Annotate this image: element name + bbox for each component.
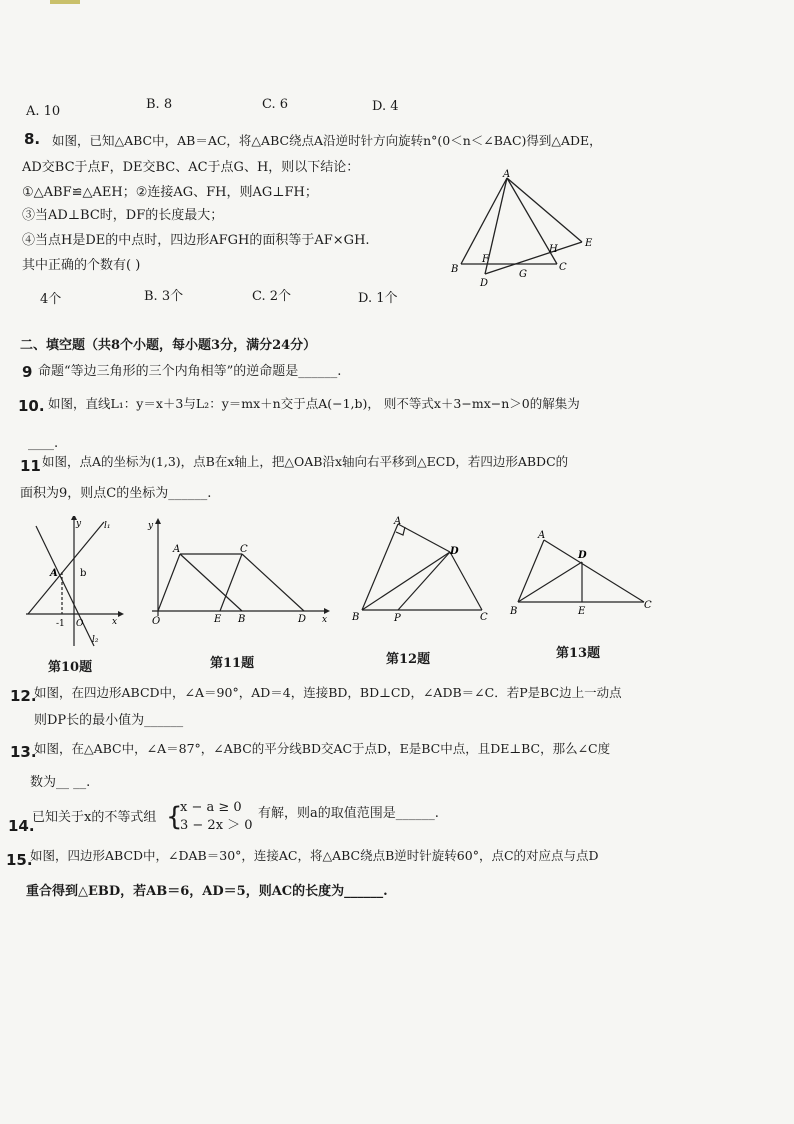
fig11-caption: 第11题 xyxy=(210,656,255,671)
fig13-seg-ac xyxy=(544,540,644,602)
q10-number: 10. xyxy=(18,397,45,415)
q8-number: 8. xyxy=(24,130,41,148)
fig11-label-b: B xyxy=(238,614,246,625)
q7-option-d: D. 4 xyxy=(372,99,399,114)
fig13-caption: 第13题 xyxy=(556,646,601,661)
q7-option-c: C. 6 xyxy=(262,97,289,112)
q15-number: 15. xyxy=(6,851,33,869)
q8-label-e: E xyxy=(585,238,593,249)
q14-ineq2: 3 − 2x ＞ 0 xyxy=(180,818,253,833)
q14-brace: { xyxy=(166,802,183,832)
q8-label-g: G xyxy=(519,269,527,280)
fig11-seg-ec xyxy=(220,554,242,611)
section2-title: 二、填空题（共8个小题，每小题3分，满分24分） xyxy=(20,338,317,353)
fig13-label-e: E xyxy=(578,606,586,617)
fig10-label-x: x xyxy=(112,617,118,627)
fig13 xyxy=(506,526,656,621)
fig12-seg-dc xyxy=(450,552,482,610)
q8-label-c: C xyxy=(559,262,567,273)
q8-label-d: D xyxy=(480,278,489,289)
fig12-seg-ab xyxy=(362,524,398,610)
fig13-label-c: C xyxy=(644,600,652,611)
q13-number: 13. xyxy=(10,743,37,761)
fig12-caption: 第12题 xyxy=(386,652,431,667)
q9-number: 9 xyxy=(22,363,33,381)
q8-seg-ab xyxy=(461,178,507,264)
q8-label-f: F xyxy=(482,254,489,265)
fig12-label-b: B xyxy=(352,612,360,623)
fig11-label-x: x xyxy=(322,615,328,625)
q12-line2: 则DP长的最小值为______ xyxy=(34,713,184,728)
q8-figure xyxy=(445,166,605,291)
fig12-label-d: D xyxy=(450,546,459,557)
fig10-label-o: O xyxy=(76,619,84,629)
fig13-label-b: B xyxy=(510,606,518,617)
q11-line2: 面积为9，则点C的坐标为______. xyxy=(20,486,212,501)
q8-option-d: D. 1个 xyxy=(358,291,398,306)
q8-statement-4: ④当点H是DE的中点时，四边形AFGH的面积等于AF×GH. xyxy=(22,233,370,248)
q10-text: 如图，直线L₁：y＝x＋3与L₂：y＝mx＋n交于点A(−1,b)， 则不等式x＋3−mx−n＞0的解集为 xyxy=(48,396,580,411)
fig12-right-angle-a xyxy=(396,527,405,535)
fig11-seg-ab xyxy=(180,554,242,611)
fig12-label-c: C xyxy=(480,612,488,623)
fig11-label-d: D xyxy=(298,614,307,625)
q8-label-b: B xyxy=(451,264,459,275)
q8-label-a: A xyxy=(503,169,511,180)
fig13-seg-bd xyxy=(518,562,582,602)
fig12-label-p: P xyxy=(394,613,401,624)
fig13-label-a: A xyxy=(538,530,546,541)
q12-line1: 如图，在四边形ABCD中，∠A＝90°，AD＝4，连接BD，BD⊥CD，∠ADB＝∠C．若P是BC边上一动点 xyxy=(34,685,622,700)
fig11-label-e: E xyxy=(214,614,222,625)
fig11-seg-oa xyxy=(158,554,180,611)
q8-line1: 如图，已知△ABC中，AB＝AC，将△ABC绕点A沿逆时针方向旋转n°(0＜n＜∠BAC)得到△ADE， xyxy=(52,133,602,148)
q8-option-c: C. 2个 xyxy=(252,289,292,304)
fig11-seg-cd xyxy=(242,554,304,611)
fig11-label-o: O xyxy=(152,616,161,627)
fig11-label-a: A xyxy=(173,544,181,555)
fig12-seg-ad xyxy=(398,524,450,552)
fig10-label-b: b xyxy=(80,568,87,579)
q7-option-a: A. 10 xyxy=(26,104,61,119)
fig10-label-l1: l₁ xyxy=(104,521,111,531)
fig12-label-a: A xyxy=(394,516,402,527)
q15-line2: 重合得到△EBD，若AB＝6，AD＝5，则AC的长度为______. xyxy=(26,884,388,899)
q8-statement-3: ③当AD⊥BC时，DF的长度最大； xyxy=(22,208,224,223)
q8-question: 其中正确的个数有( ) xyxy=(22,258,141,273)
q13-line2: 数为__ __. xyxy=(30,775,91,790)
scan-edge-mark xyxy=(50,0,80,4)
q13-line1: 如图，在△ABC中，∠A＝87°，∠ABC的平分线BD交AC于点D，E是BC中点，且DE⊥BC，那么∠C度 xyxy=(34,741,611,756)
q9-text: 命题“等边三角形的三个内角相等”的逆命题是______. xyxy=(38,364,342,379)
fig10-label-y: y xyxy=(76,519,82,529)
fig10-label-minus1: -1 xyxy=(56,619,65,629)
q8-seg-ae xyxy=(507,178,582,242)
fig11 xyxy=(146,516,336,631)
q8-option-b: B. 3个 xyxy=(144,289,184,304)
q8-option-a: 4个 xyxy=(40,292,62,307)
q8-statement-1-2: ①△ABF≌△AEH；②连接AG、FH，则AG⊥FH； xyxy=(22,185,318,200)
q14-ineq1: x − a ≥ 0 xyxy=(180,800,242,815)
q10-blank: ____. xyxy=(28,436,59,451)
q8-seg-de xyxy=(485,242,582,274)
q15-line1: 如图，四边形ABCD中，∠DAB＝30°，连接AC，将△ABC绕点B逆时针旋转60°，点C的对应点与点D xyxy=(30,848,599,863)
q8-line2: AD交BC于点F，DE交BC、AC于点G、H，则以下结论： xyxy=(22,160,360,175)
q14-pre: 已知关于x的不等式组 xyxy=(32,810,157,825)
q7-option-b: B. 8 xyxy=(146,97,173,112)
q11-number: 11 xyxy=(20,457,41,475)
q11-line1: 如图，点A的坐标为(1,3)，点B在x轴上，把△OAB沿x轴向右平移到△ECD，若四边形ABDC的 xyxy=(42,454,569,469)
q14-number: 14. xyxy=(8,817,35,835)
fig10-caption: 第10题 xyxy=(48,660,93,675)
fig13-seg-ab xyxy=(518,540,544,602)
fig11-label-y: y xyxy=(148,521,154,531)
fig11-label-c: C xyxy=(240,544,248,555)
fig13-label-d: D xyxy=(578,550,587,561)
fig10-label-a: A xyxy=(50,568,58,579)
q14-post: 有解，则a的取值范围是______. xyxy=(258,806,439,821)
fig10-line-l1 xyxy=(28,522,104,614)
fig10-label-l2: l₂ xyxy=(92,635,99,645)
q8-label-h: H xyxy=(549,244,558,255)
fig10 xyxy=(22,516,132,651)
fig12 xyxy=(346,514,496,629)
q12-number: 12. xyxy=(10,687,37,705)
